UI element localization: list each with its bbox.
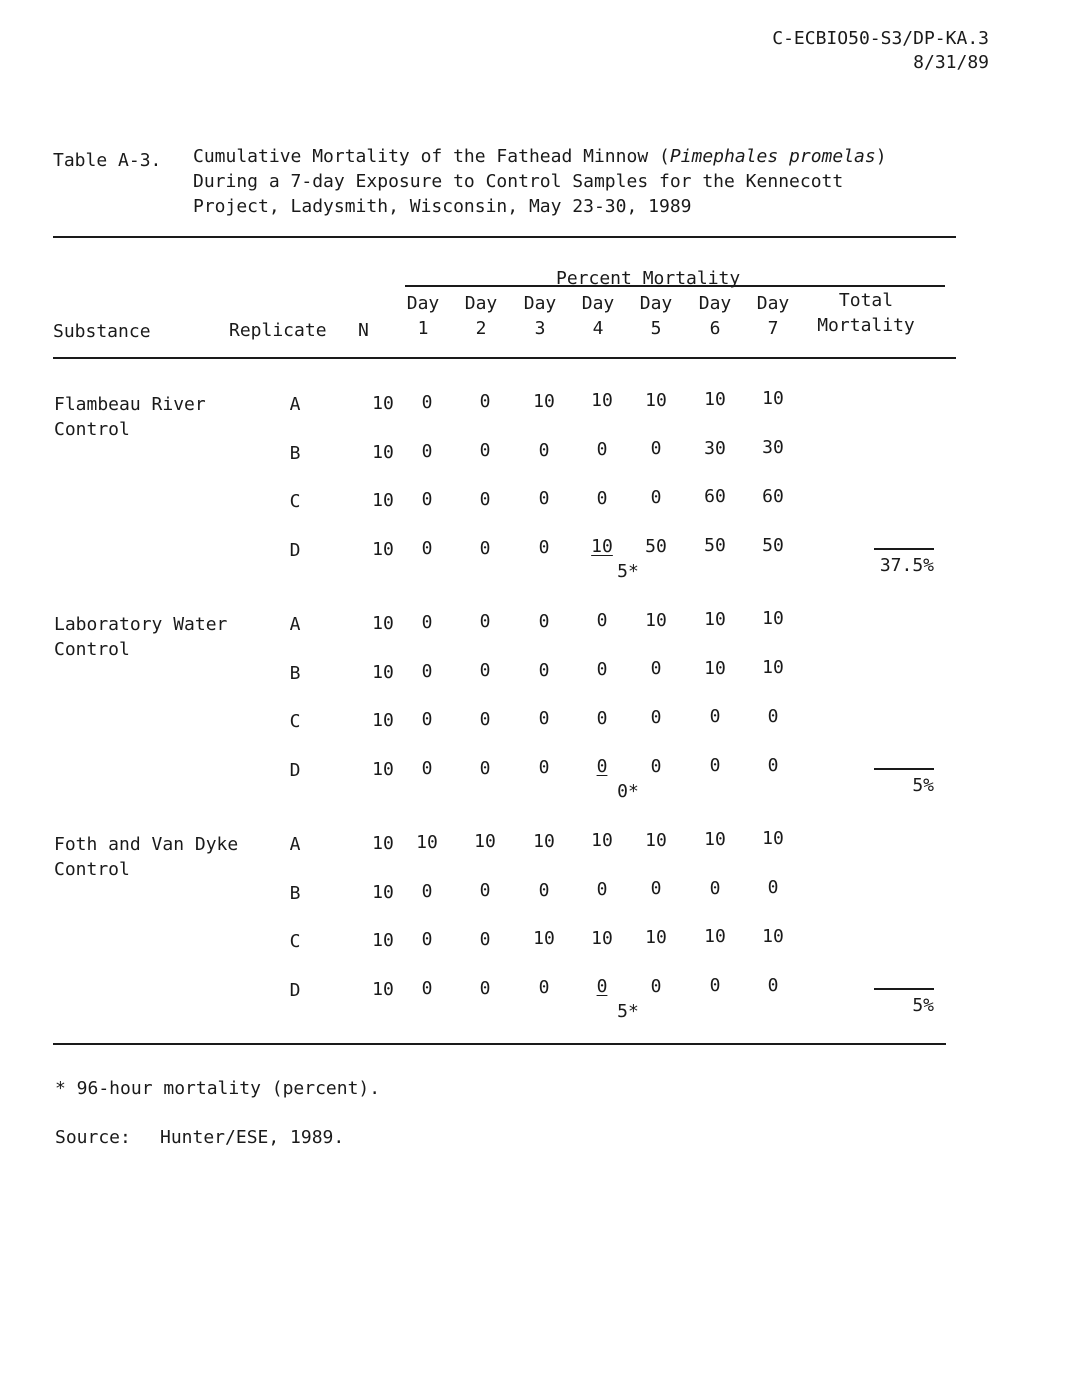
day-value-cell: 0 [421, 978, 433, 1000]
day-value-cell: 60 [762, 485, 784, 507]
day-value-cell: 0 [479, 708, 491, 730]
day-value-cell: 0 [767, 877, 779, 899]
day-value-cell: 0 [479, 977, 491, 999]
substance-header: Substance [53, 321, 151, 342]
day-value-cell: 0 [650, 438, 662, 460]
total-mortality-value: 5% [912, 775, 934, 797]
day-value-cell: 0 [650, 878, 662, 900]
day-value-cell: 0 [709, 877, 721, 899]
day-value-cell: 0 [538, 610, 550, 632]
n-cell: 10 [372, 441, 394, 463]
day-value-cell: 0 [479, 391, 491, 413]
day-value-cell: 10 [762, 657, 784, 679]
day-value-cell: 0 [596, 707, 608, 729]
mortality-96h-value: 5* [617, 561, 639, 583]
replicate-cell: A [289, 834, 301, 855]
replicate-cell: B [289, 882, 301, 904]
replicate-cell: C [289, 931, 301, 953]
day-value-cell: 10 [645, 829, 667, 851]
day-value-cell: 10 [762, 388, 784, 410]
day-value-cell: 0 [479, 928, 491, 950]
day-value-cell: 0 [767, 754, 779, 776]
day-value-cell: 10 [533, 928, 555, 950]
day-value-cell: 10 [591, 830, 613, 852]
mortality-96h-value: 5* [617, 1001, 639, 1023]
day-header-number: 4 [592, 318, 604, 339]
replicate-cell: D [289, 980, 301, 1002]
day-value-cell: 50 [762, 534, 784, 556]
n-cell: 10 [372, 930, 394, 952]
day-value-cell: 0 [596, 610, 608, 632]
day-value-cell: 0 [538, 439, 550, 461]
day-value-cell: 0 [650, 658, 662, 680]
replicate-cell: B [289, 662, 301, 684]
day-value-cell: 0 [421, 709, 433, 731]
day-header-word: Day [406, 293, 440, 314]
n-cell: 10 [372, 393, 394, 414]
n-cell: 10 [372, 759, 394, 781]
source-value: Hunter/ESE, 1989. [160, 1127, 345, 1148]
day-value-cell: 30 [704, 437, 726, 459]
replicate-cell: C [289, 711, 301, 733]
species-name: Pimephales promelas [669, 146, 876, 167]
day-value-cell: 10 [591, 390, 613, 412]
day-value-cell: 10 [474, 831, 496, 853]
n-header: N [358, 320, 369, 341]
day-value-cell: 30 [762, 437, 784, 459]
day-value-cell: 0 [596, 438, 608, 460]
day-value-cell: 10 [762, 608, 784, 630]
day-value-cell: 0 [421, 392, 433, 413]
day-header-number: 7 [767, 318, 779, 339]
day-value-cell: 0 [479, 880, 491, 902]
n-cell: 10 [372, 661, 394, 683]
day-header-word: Day [523, 293, 557, 314]
replicate-cell: B [289, 442, 301, 464]
day-value-cell: 10 [416, 832, 438, 853]
percent-mortality-header: Percent Mortality [556, 268, 741, 289]
day-value-cell: 0 [479, 440, 491, 462]
day-value-cell: 0 [596, 487, 608, 509]
day-value-cell: 10 [704, 657, 726, 679]
total-underline [874, 988, 934, 990]
day-value-cell: 10 [591, 536, 613, 558]
day-value-cell: 0 [421, 538, 433, 560]
substance-name: Flambeau River [54, 394, 206, 415]
title-text-end: ) [875, 146, 887, 167]
replicate-cell: D [289, 760, 301, 782]
n-cell: 10 [372, 881, 394, 903]
day-value-cell: 0 [421, 612, 433, 633]
day-value-cell: 0 [538, 659, 550, 681]
day-value-cell: 10 [645, 389, 667, 411]
day-header-word: Day [756, 293, 790, 314]
day-value-cell: 10 [762, 925, 784, 947]
day-header-number: 6 [709, 318, 721, 339]
top-rule [53, 236, 956, 238]
day-header-number: 1 [417, 318, 429, 339]
substance-name: Laboratory Water [54, 614, 228, 635]
day-value-cell: 0 [421, 880, 433, 902]
mortality-96h-value: 0* [617, 781, 639, 803]
n-cell: 10 [372, 979, 394, 1001]
day-value-cell: 0 [596, 658, 608, 680]
day-value-cell: 10 [645, 927, 667, 948]
header-rule [53, 357, 956, 359]
day-header-number: 5 [650, 318, 662, 339]
day-header-word: Day [698, 293, 732, 314]
day-value-cell: 10 [533, 830, 555, 852]
day-value-cell: 10 [533, 390, 555, 412]
total-underline [874, 768, 934, 770]
day-value-cell: 0 [767, 705, 779, 727]
replicate-cell: A [289, 614, 301, 635]
day-value-cell: 0 [479, 537, 491, 559]
day-value-cell: 0 [538, 976, 550, 998]
n-cell: 10 [372, 833, 394, 854]
day-header-word: Day [464, 293, 498, 314]
day-value-cell: 10 [645, 609, 667, 631]
day-value-cell: 10 [704, 926, 726, 948]
n-cell: 10 [372, 490, 394, 512]
day-value-cell: 0 [596, 976, 608, 998]
total-mortality-value: 37.5% [879, 555, 934, 577]
day-header-number: 2 [475, 318, 487, 339]
day-value-cell: 10 [762, 828, 784, 850]
substance-name-line2: Control [54, 419, 130, 440]
day-value-cell: 60 [704, 486, 726, 508]
substance-name: Foth and Van Dyke [54, 834, 239, 855]
day-value-cell: 0 [538, 536, 550, 558]
bottom-rule [53, 1043, 946, 1045]
source-label: Source: [55, 1127, 131, 1148]
table-title-line3: Project, Ladysmith, Wisconsin, May 23-30, 1989 [193, 196, 692, 217]
n-cell: 10 [372, 613, 394, 634]
replicate-header: Replicate [229, 320, 327, 341]
day-header-word: Day [639, 293, 673, 314]
day-value-cell: 50 [704, 535, 726, 557]
day-value-cell: 10 [704, 389, 726, 410]
day-value-cell: 0 [596, 878, 608, 900]
document-id: C-ECBIO50-S3/DP-KA.3 [772, 28, 989, 49]
day-value-cell: 0 [650, 487, 662, 508]
total-underline [874, 548, 934, 550]
table-label: Table A-3. [53, 150, 162, 171]
table-title-line1 [193, 146, 887, 167]
day-value-cell: 0 [479, 488, 491, 510]
day-value-cell: 0 [709, 706, 721, 728]
day-value-cell: 0 [421, 440, 433, 462]
day-header-word: Day [581, 293, 615, 314]
day-value-cell: 0 [596, 756, 608, 778]
day-value-cell: 10 [591, 927, 613, 949]
day-value-cell: 0 [538, 488, 550, 510]
document-date: 8/31/89 [913, 52, 989, 73]
day-value-cell: 0 [709, 755, 721, 777]
n-cell: 10 [372, 539, 394, 561]
total-mortality-value: 5% [912, 995, 934, 1017]
title-text: Cumulative Mortality of the Fathead Minnow ( [193, 146, 670, 167]
footnote: * 96-hour mortality (percent). [55, 1078, 381, 1099]
day-value-cell: 0 [479, 611, 491, 633]
total-header-line2: Mortality [817, 315, 915, 336]
day-value-cell: 0 [767, 974, 779, 996]
day-value-cell: 0 [421, 758, 433, 780]
day-value-cell: 0 [650, 755, 662, 777]
replicate-cell: C [289, 491, 301, 513]
day-value-cell: 10 [704, 609, 726, 630]
replicate-cell: A [289, 394, 301, 415]
substance-name-line2: Control [54, 639, 130, 660]
substance-name-line2: Control [54, 859, 130, 880]
total-header-line1: Total [838, 290, 894, 311]
day-value-cell: 0 [538, 756, 550, 778]
day-value-cell: 0 [421, 489, 433, 511]
day-header-number: 3 [534, 318, 546, 339]
day-value-cell: 10 [704, 829, 726, 850]
day-value-cell: 0 [421, 929, 433, 951]
day-value-cell: 0 [421, 660, 433, 682]
table-title-line2: During a 7-day Exposure to Control Samples for the Kennecott [193, 171, 844, 192]
day-value-cell: 0 [479, 757, 491, 779]
day-value-cell: 50 [645, 535, 667, 557]
n-cell: 10 [372, 710, 394, 732]
day-value-cell: 0 [650, 707, 662, 728]
day-value-cell: 0 [479, 660, 491, 682]
day-value-cell: 0 [650, 975, 662, 997]
day-value-cell: 0 [709, 975, 721, 997]
day-value-cell: 0 [538, 708, 550, 730]
day-value-cell: 0 [538, 879, 550, 901]
replicate-cell: D [289, 540, 301, 562]
